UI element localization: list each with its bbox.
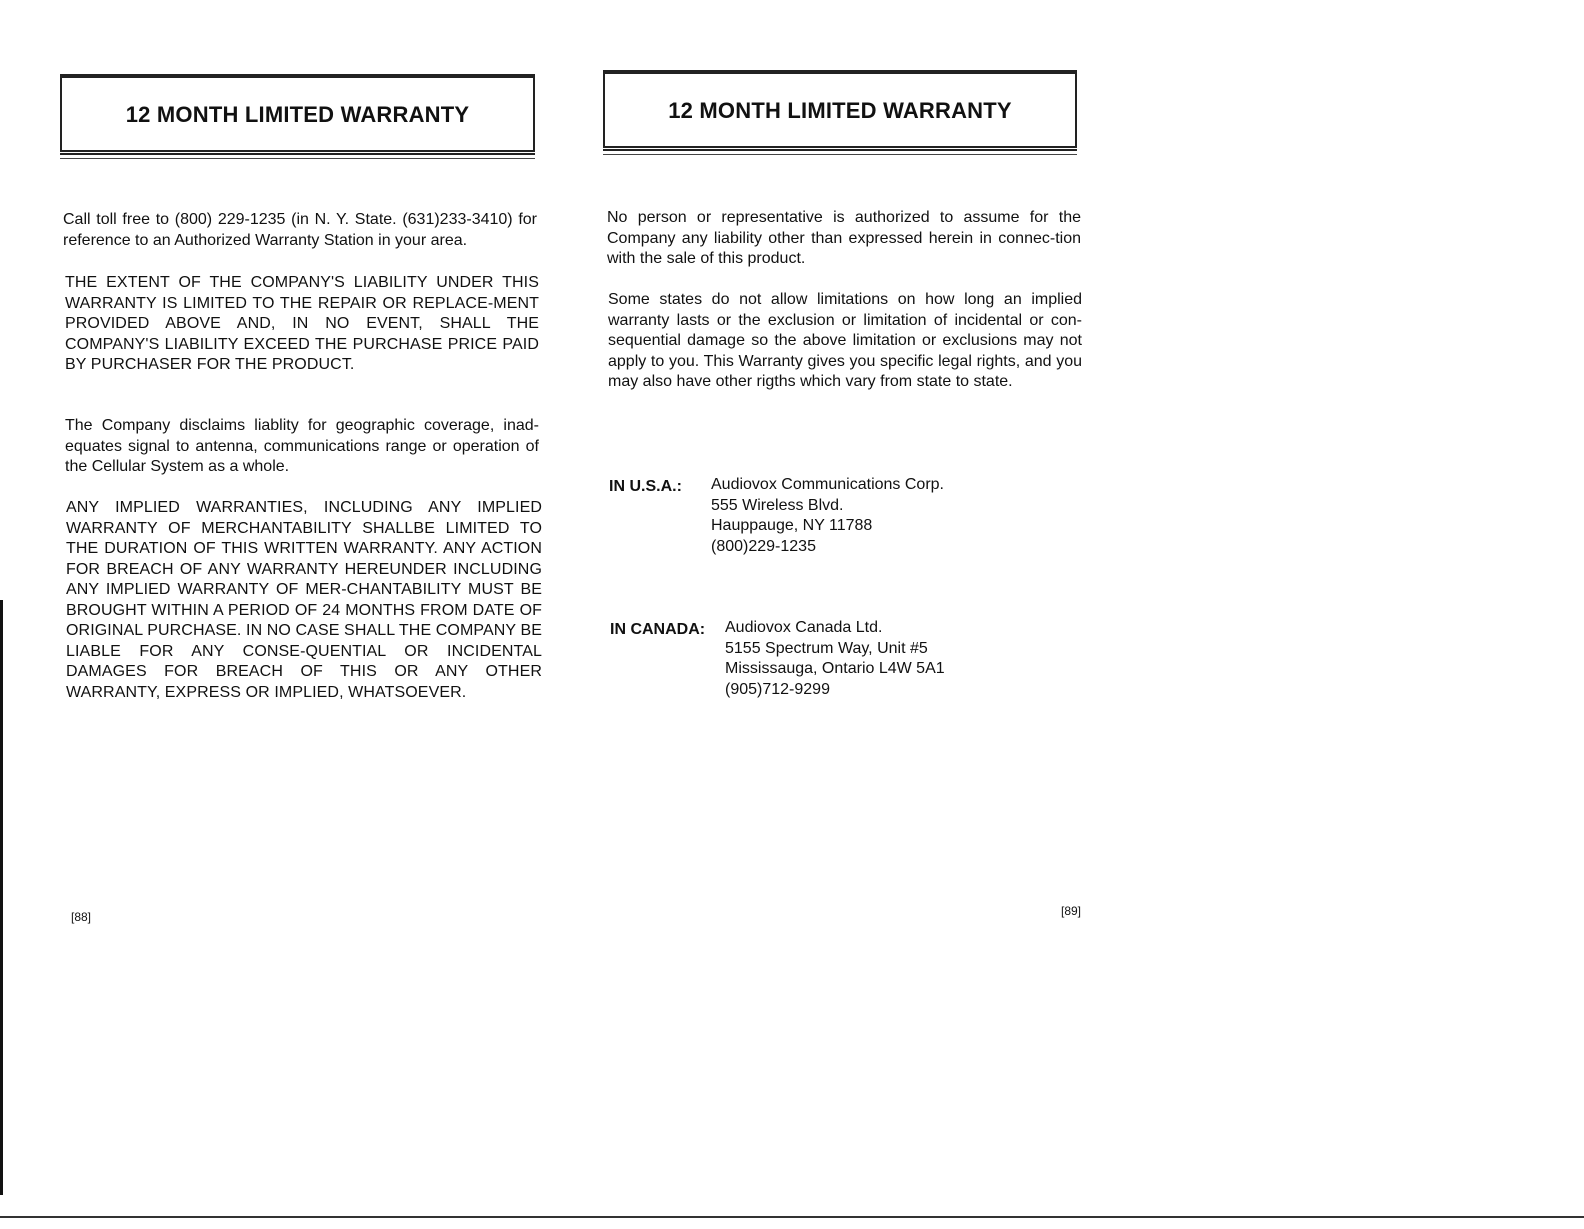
left-title-box [60, 74, 535, 152]
state-rights-paragraph: Some states do not allow limitations on how long an implied warranty lasts or the exclusion or limitation of incidental or con-sequential damage so the above limitation or exclusions may not apply to you. This Warranty gives you specific legal rights, and you may also have other rigths which vary from state to state. [608, 291, 1082, 390]
right-page-number: [89] [1061, 904, 1082, 918]
usa-address [711, 475, 944, 557]
usa-address-line: (800)229-1235 [711, 537, 816, 555]
usa-address-line: 555 Wireless Blvd. [711, 496, 844, 514]
canada-address-line: Mississauga, Ontario L4W 5A1 [725, 660, 945, 677]
liability-extent-paragraph: THE EXTENT OF THE COMPANY'S LIABILITY UNDER THIS WARRANTY IS LIMITED TO THE REPAIR OR REPLACE-MENT PROVIDED ABOVE AND, IN NO EVENT, SHALL THE COMPANY'S LIABILITY EXCEED THE PURCHASE PRICE PAID BY PURCHASER FOR THE PRODUCT. [65, 274, 539, 373]
canada-address-line: (905)712-9299 [725, 680, 830, 698]
canada-address-line: Audiovox Canada Ltd. [725, 619, 883, 636]
right-title-box [603, 70, 1077, 148]
usa-address-line: Audiovox Communications Corp. [711, 476, 944, 493]
no-representative-paragraph: No person or representative is authorized to assume for the Company any liability other than expressed herein in connec-tion with the sale of this product. [607, 209, 1081, 267]
usa-label: IN U.S.A.: [609, 478, 682, 495]
usa-address-line: Hauppauge, NY 11788 [711, 517, 873, 534]
scan-bottom-rule [0, 1216, 1584, 1218]
canada-address-line: 5155 Spectrum Way, Unit #5 [725, 639, 928, 657]
right-page-title: 12 MONTH LIMITED WARRANTY [668, 98, 1012, 123]
canada-label: IN CANADA: [610, 621, 706, 638]
coverage-disclaimer-paragraph: The Company disclaims liablity for geographic coverage, inad-equates signal to antenna, communications range or operation of the Cellular System as a whole. [65, 417, 539, 475]
canada-address [725, 618, 945, 700]
left-page-title: 12 MONTH LIMITED WARRANTY [125, 102, 470, 127]
implied-warranties-paragraph: ANY IMPLIED WARRANTIES, INCLUDING ANY IMPLIED WARRANTY OF MERCHANTABILITY SHALLBE LIMITED TO THE DURATION OF THIS WRITTEN WARRANTY. ANY ACTION FOR BREACH OF ANY WARRANTY HEREUNDER INCLUDING ANY IMPLIED WARRANTY OF MER-CHANTABILITY MUST BE BROUGHT WITHIN A PERIOD OF 24 MONTHS FROM DATE OF ORIGINAL PURCHASE. IN NO CASE SHALL THE COMPANY BE LIABLE FOR ANY CONSE-QUENTIAL OR INCIDENTAL DAMAGES FOR BREACH OF THIS OR ANY OTHER WARRANTY, EXPRESS OR IMPLIED, WHATSOEVER. [66, 499, 542, 701]
left-page-number: [88] [71, 910, 92, 924]
scan-edge-mark [0, 600, 3, 1195]
toll-free-paragraph: Call toll free to (800) 229-1235 (in N. Y. State. (631)233-3410) for reference to an Authorized Warranty Station in your area. [63, 211, 537, 249]
